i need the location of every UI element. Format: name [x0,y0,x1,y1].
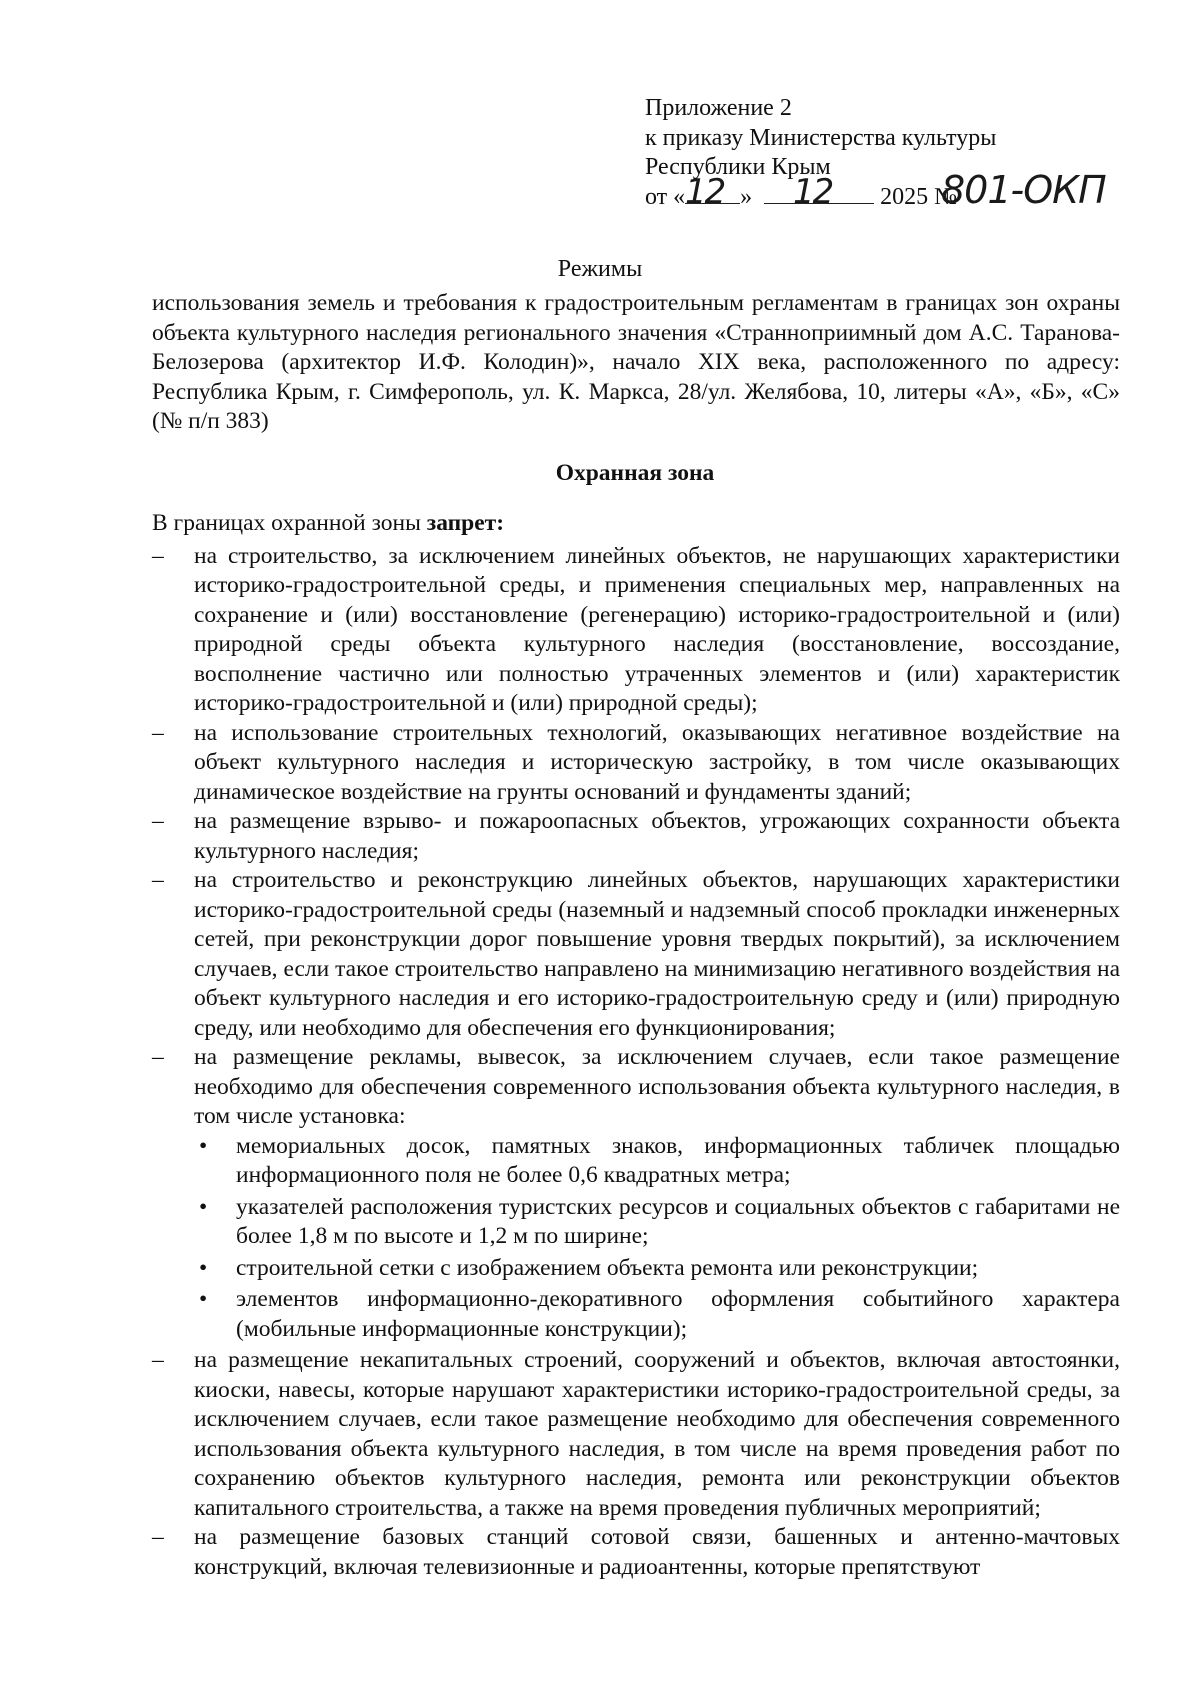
sub-list [194,1132,1120,1345]
list-item-text: на размещение рекламы, вывесок, за исключением случаев, если такое размещение необходимо для обеспечения современного использования объекта культурного наследия, в том числе установка: [194,1044,1120,1129]
annex-line-3: Республики Крым [645,154,831,180]
list-item-text: на строительство, за исключением линейных объектов, не нарушающих характеристики историко-градостроительной среды, и применения специальных мер, направленных на сохранение и (или) восстановление (регенерацию) историко-градостроительной и (или) природной среды объекта культурного наследия (восстановление, воссоздание, восполнение частично или полностью утраченных элементов и (или) характеристик историко-градостроительной и (или) природной среды); [194,542,1120,716]
dash-marker: – [152,542,164,569]
bullet-marker: • [199,1132,208,1159]
bullet-marker: • [199,1286,208,1312]
list-item-text: на строительство и реконструкцию линейных объектов, нарушающих характеристики историко-градостроительной среды (наземный и надземный способ прокладки инженерных сетей, при реконструкции дорог повышение уровня твердых покрытий), за исключением случаев, если такое строительство направлено на минимизацию негативного воздействия на объект культурного наследия и его историко-градостроительную среду и (или) природную среду, или необходимо для обеспечения его функционирования; [194,867,1120,1041]
sub-list-item [194,1254,1120,1284]
list-item [152,719,1120,808]
handwritten-day: 12 [685,171,725,212]
bullet-marker: • [199,1254,208,1281]
annex-line-2: к приказу Министерства культуры [645,124,997,151]
sub-item-text: указателей расположения туристских ресурсов и социальных объектов с габаритами не более 1,8 м по высоте и 1,2 м по ширине; [236,1193,1120,1249]
dash-marker: – [152,1524,164,1550]
intro-text: В границах охранной зоны [152,510,427,536]
sub-item-text: строительной сетки с изображением объекта ремонта или реконструкции; [236,1254,979,1281]
document-subtitle: использования земель и требования к градостроительным регламентам в границах зон охраны объекта культурного наследия регионального значения «Странноприимный дом А.С. Таранова-Белозерова (архитектор И.Ф. Колодин)», начало XIX века, расположенного по адресу: Республика Крым, г. Симферополь, ул. К. Маркса, 28/ул. Желябова, 10, литеры «А», «Б», «С» (№ п/п 383) [152,290,1120,434]
dash-marker: – [152,1347,164,1373]
date-year: 2025 № [880,183,958,210]
list-item-text: на использование строительных технологий, оказывающих негативное воздействие на объект культурного наследия и историческую застройку, в том числе оказывающих динамическое воздействие на грунты оснований и фундаменты зданий; [194,719,1120,805]
sub-list-item [194,1285,1120,1344]
list-item [152,807,1120,866]
dash-marker: – [152,719,164,746]
sub-item-text: мемориальных досок, памятных знаков, информационных табличек площадью информационного поля не более 0,6 квадратных метра; [236,1132,1120,1188]
annex-line-1: Приложение 2 [645,95,792,121]
list-item-text: на размещение взрыво- и пожароопасных объектов, угрожающих сохранности объекта культурного наследия; [194,808,1120,864]
list-item-text: на размещение некапитальных строений, сооружений и объектов, включая автостоянки, киоски, навесы, которые нарушают характеристики историко-градостроительной среды, за исключением случаев, если такое размещение необходимо для обеспечения современного использования объекта культурного наследия, в том числе на время проведения работ по сохранению объектов культурного наследия, ремонта или реконструкции объектов капитального строительства, а также на время проведения публичных мероприятий; [194,1347,1120,1521]
list-item [152,1523,1120,1582]
list-item [152,542,1120,719]
dash-marker: – [152,867,164,893]
list-item-text: на размещение базовых станций сотовой связи, башенных и антенно-мачтовых конструкций, включая телевизионные и радиоантенны, которые препятствуют [194,1524,1120,1580]
list-item [152,1043,1120,1344]
handwritten-month: 12 [793,171,833,212]
list-item [152,1346,1120,1523]
date-prefix: от « [645,183,686,210]
date-mid: » [740,183,753,210]
document-title: Режимы [557,256,643,282]
intro-bold: запрет: [426,510,505,536]
annex-header [645,94,1106,212]
handwritten-order-number: 801-ОКП [941,167,1106,212]
list-item [152,866,1120,1043]
section-title: Охранная зона [555,460,715,486]
bullet-marker: • [199,1193,208,1220]
document-body [152,509,1120,1582]
sub-list-item [194,1193,1120,1252]
prohibition-list [152,542,1120,1583]
dash-marker: – [152,808,164,834]
dash-marker: – [152,1044,164,1070]
intro-paragraph [152,509,1120,539]
sub-item-text: элементов информационно-декоративного оформления событийного характера (мобильные информационные конструкции); [236,1286,1120,1342]
sub-list-item [194,1132,1120,1191]
